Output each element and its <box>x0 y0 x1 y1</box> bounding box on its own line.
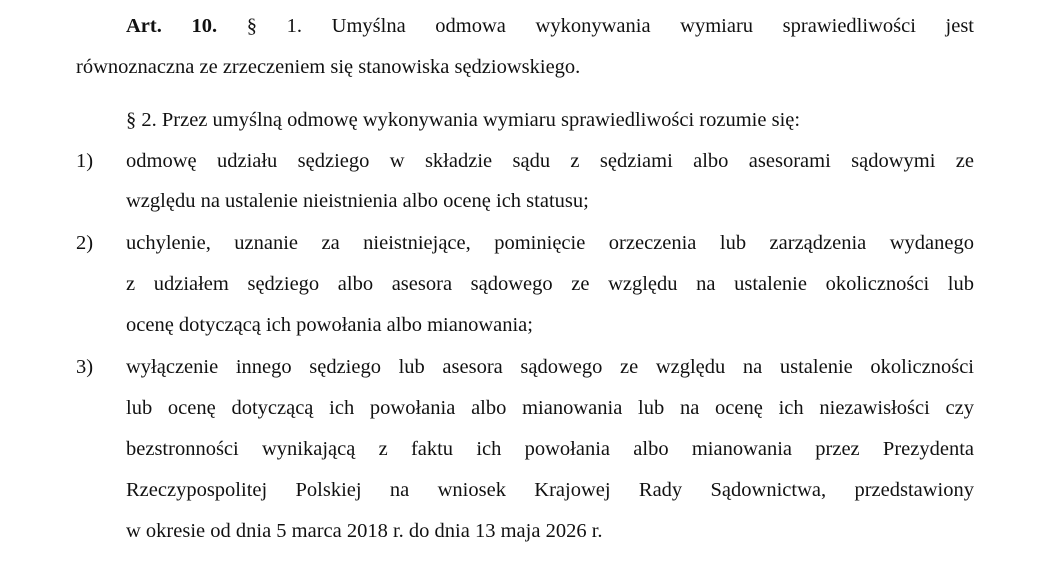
list-item-3-line-2: lub ocenę dotyczącą ich powołania albo mianowania lub na ocenę ich niezawisłości czy <box>126 397 974 419</box>
article-label: Art. 10. <box>126 15 218 37</box>
list-item-3-line-3: bezstronności wynikającą z faktu ich powołania albo mianowania przez Prezydenta <box>126 438 974 460</box>
paragraph-2-intro: § 2. Przez umyślną odmowę wykonywania wymiaru sprawiedliwości rozumie się: <box>126 109 801 131</box>
list-item-number: 1) <box>76 150 94 172</box>
list-item-3-line-5: w okresie od dnia 5 marca 2018 r. do dnia 13 maja 2026 r. <box>126 520 603 542</box>
list-item-number: 3) <box>76 356 94 378</box>
paragraph-1-text: § 1. Umyślna odmowa wykonywania wymiaru sprawiedliwości jest <box>217 15 975 37</box>
list-item-2-line-2: z udziałem sędziego albo asesora sądowego ze względu na ustalenie okoliczności lub <box>126 273 974 295</box>
list-item-2-line-3: ocenę dotyczącą ich powołania albo mianowania; <box>126 314 533 336</box>
list-item-1-line-1: odmowę udziału sędziego w składzie sądu z sędziami albo asesorami sądowymi ze <box>126 150 974 172</box>
list-item-3-line-1: wyłączenie innego sędziego lub asesora sądowego ze względu na ustalenie okoliczności <box>126 356 974 378</box>
list-item-2-line-1: uchylenie, uznanie za nieistniejące, pominięcie orzeczenia lub zarządzenia wydanego <box>126 232 974 254</box>
paragraph-1-line-2: równoznaczna ze zrzeczeniem się stanowiska sędziowskiego. <box>76 56 581 78</box>
list-item-1-line-2: względu na ustalenie nieistnienia albo ocenę ich statusu; <box>126 190 589 212</box>
list-item-number: 2) <box>76 232 94 254</box>
list-item-3-line-4: Rzeczypospolitej Polskiej na wniosek Krajowej Rady Sądownictwa, przedstawiony <box>126 479 974 501</box>
paragraph-1-line-1 <box>126 14 974 38</box>
